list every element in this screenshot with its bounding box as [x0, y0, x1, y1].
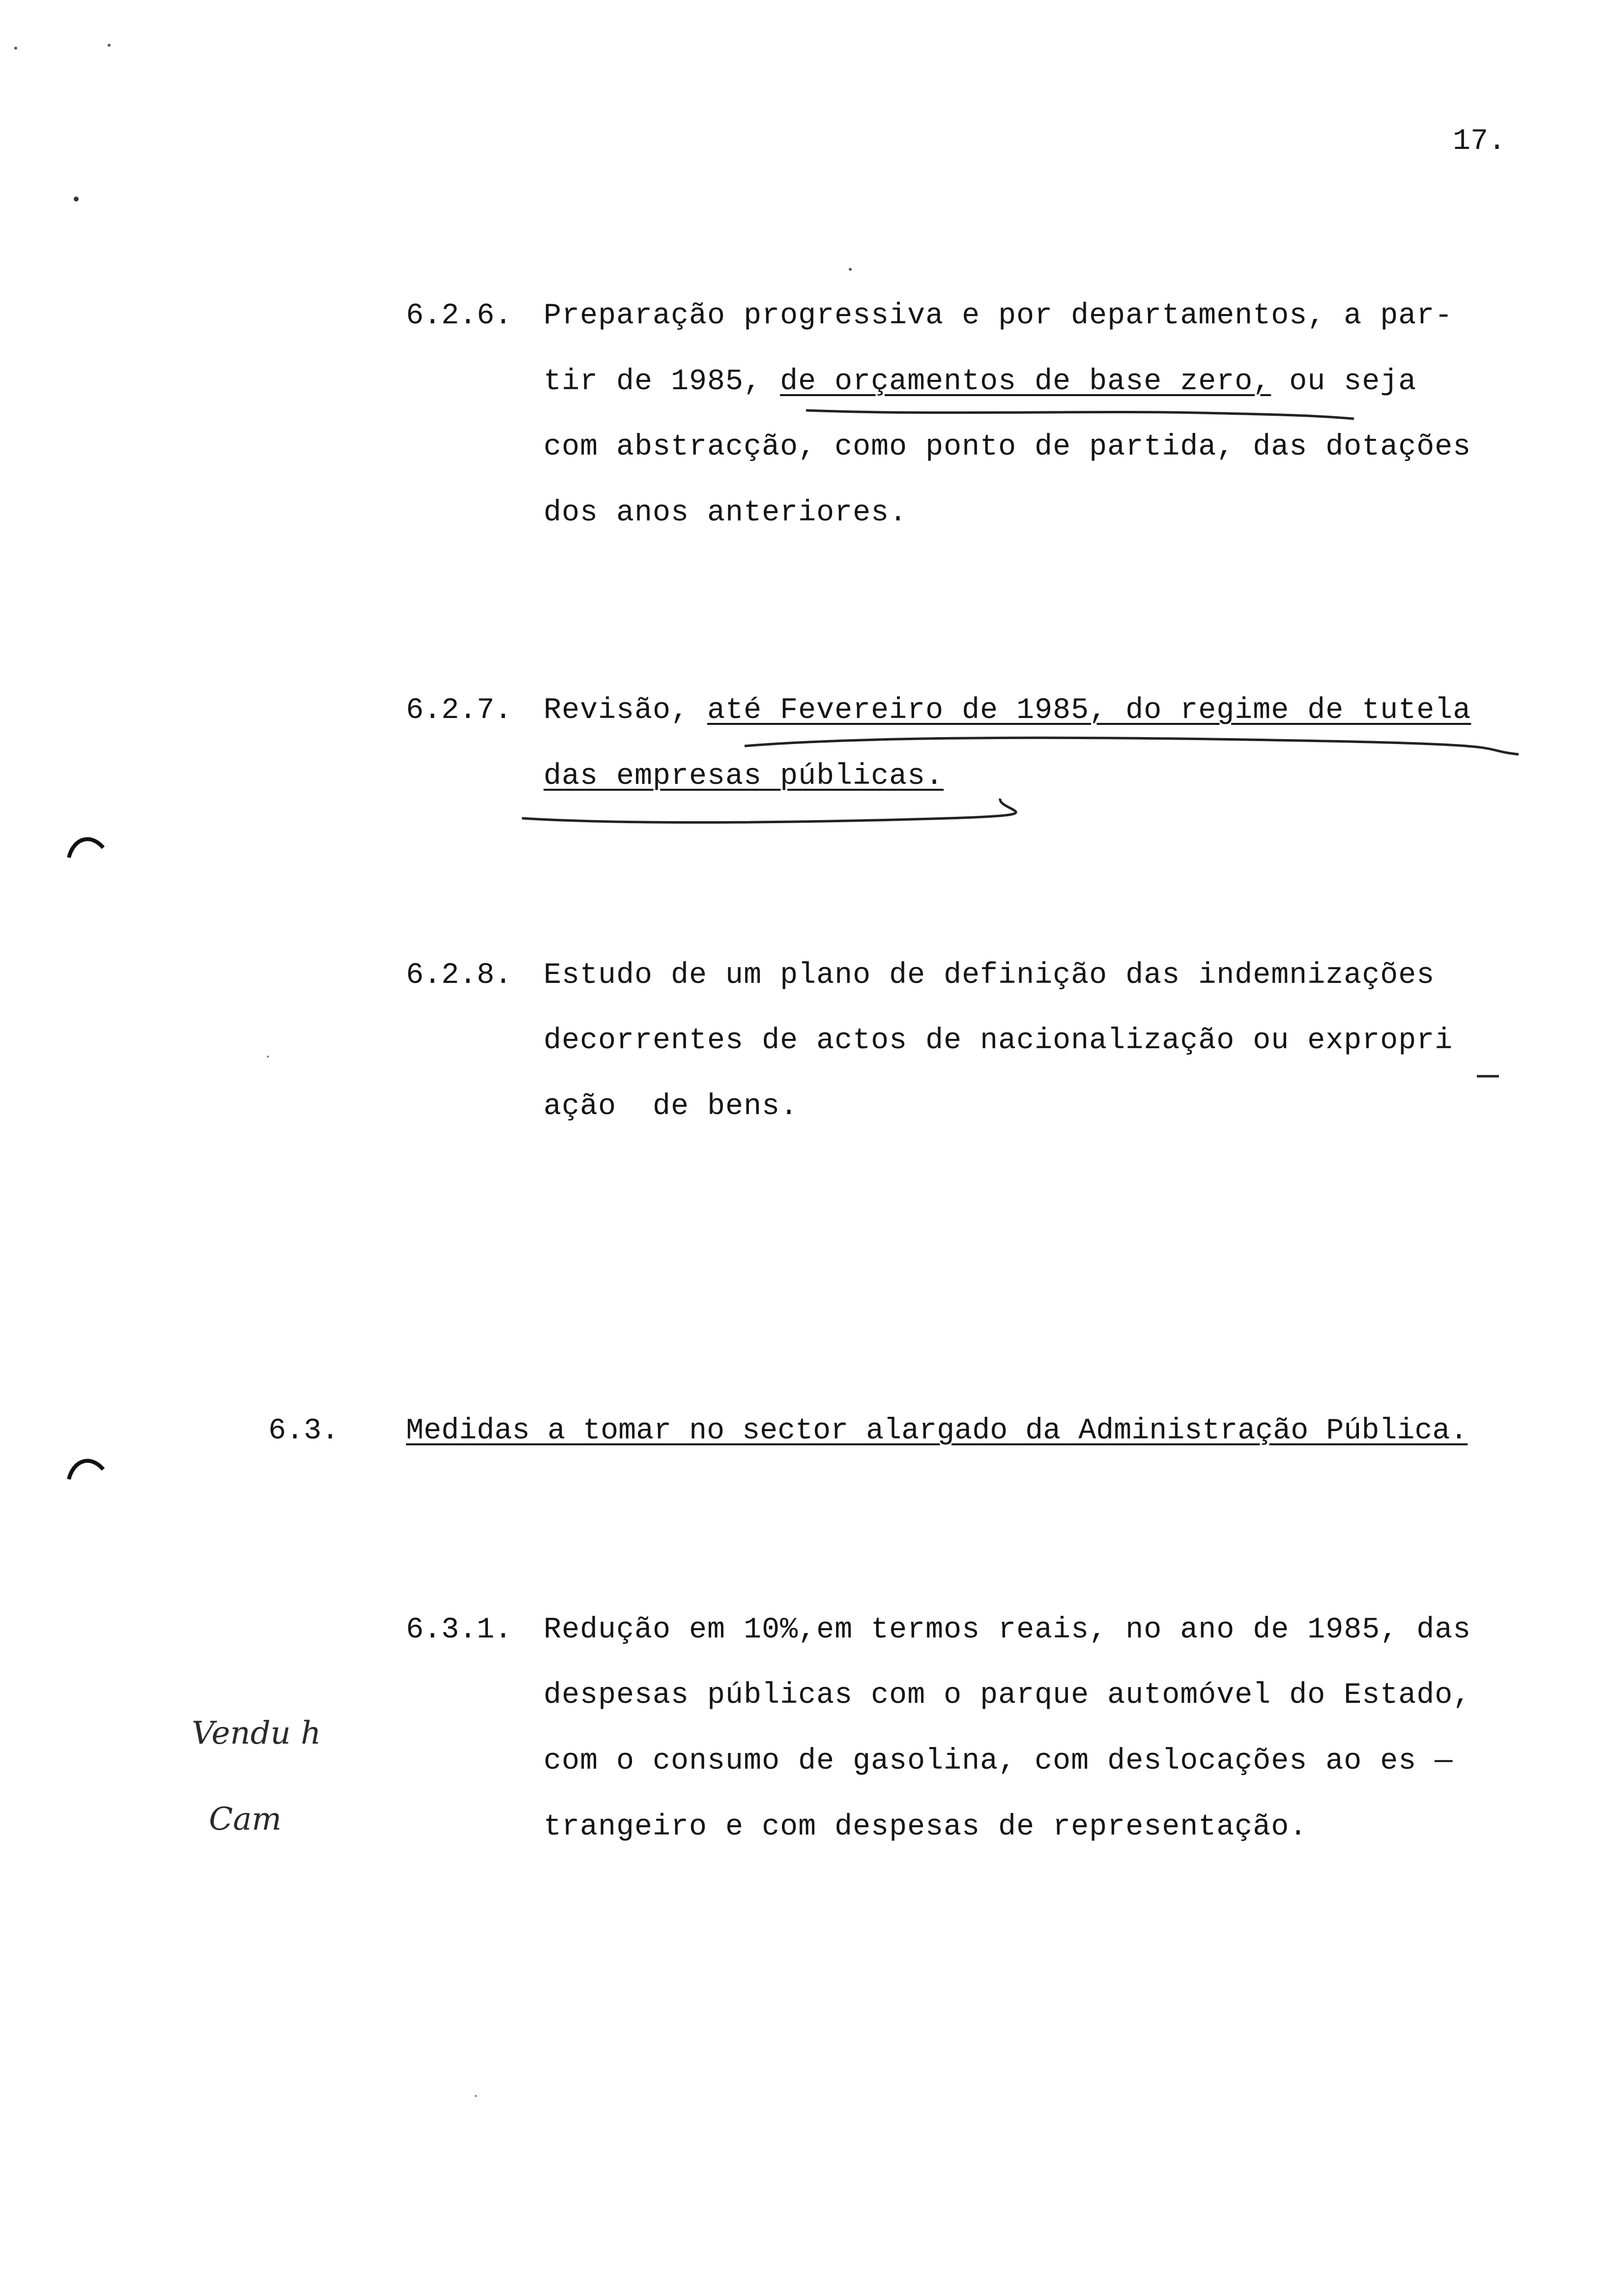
section-6-2-6-line-4: dos anos anteriores. — [544, 496, 908, 530]
section-number-6-2-8: 6.2.8. — [406, 959, 513, 992]
section-6-2-8-line-3: ação de bens. — [544, 1090, 799, 1123]
section-6-2-6-line-3: com abstracção, como ponto de partida, das dotações — [544, 430, 1471, 464]
scan-speck — [475, 2095, 477, 2097]
page-number: 17. — [1453, 125, 1506, 158]
handdrawn-underline-6-2-7-line-2 — [522, 799, 1016, 823]
line-text: tir de 1985, — [544, 365, 780, 399]
section-number-6-2-6: 6.2.6. — [406, 299, 513, 333]
section-6-3-1-line-2: despesas públicas com o parque automóvel do Estado, — [544, 1679, 1471, 1712]
section-6-3-1-line-3: com o consumo de gasolina, com deslocações ao es — — [544, 1745, 1453, 1778]
handdrawn-underline-6-2-6 — [806, 410, 1354, 419]
underlined-phrase: de orçamentos de base zero, — [780, 365, 1271, 399]
section-6-2-7-line-2: das empresas públicas. — [544, 760, 944, 793]
scan-speck — [267, 1056, 269, 1058]
section-number-6-3-1: 6.3.1. — [406, 1613, 513, 1647]
line-text: Revisão, — [544, 694, 708, 727]
scan-speck — [108, 44, 111, 47]
margin-bracket-mark — [69, 1461, 103, 1479]
section-6-3-1-line-4: trangeiro e com despesas de representação. — [544, 1810, 1308, 1844]
section-6-2-6-line-1: Preparação progressiva e por departamentos, a par- — [544, 299, 1453, 333]
line-text: decorrentes de actos de nacionalização ou expropri — [544, 1024, 1453, 1058]
section-6-2-8-line-1: Estudo de um plano de definição das indemnizações — [544, 959, 1435, 992]
scan-speck — [849, 268, 852, 271]
section-6-3-heading: Medidas a tomar no sector alargado da Administração Pública. — [406, 1414, 1468, 1448]
line-text: ou seja — [1271, 365, 1417, 399]
section-number-6-3: 6.3. — [268, 1414, 340, 1448]
handwritten-margin-note-line-2: Cam — [209, 1801, 282, 1837]
handwritten-margin-note-line-1: Vendu h — [192, 1715, 321, 1751]
section-number-6-2-7: 6.2.7. — [406, 694, 513, 727]
underlined-phrase: até Fevereiro de 1985, do regime de tutela — [707, 694, 1471, 727]
section-6-3-1-line-1: Redução em 10%,em termos reais, no ano de 1985, das — [544, 1613, 1471, 1647]
scan-speck — [74, 197, 79, 201]
margin-bracket-mark — [69, 839, 103, 858]
scan-speck — [14, 47, 17, 50]
handdrawn-underline-6-2-7-line-1 — [745, 738, 1519, 754]
